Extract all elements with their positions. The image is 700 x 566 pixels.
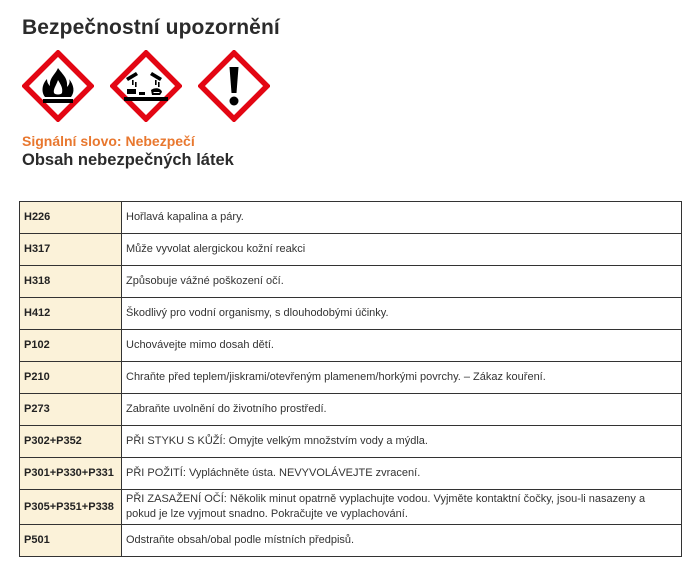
statement-text: PŘI ZASAŽENÍ OČÍ: Několik minut opatrně vyplachujte vodou. Vyjměte kontaktní čočky, jsou-li nasazeny a pokud je lze vyjmout snadno. Pokračujte ve vyplachování.	[122, 490, 682, 525]
table-row	[20, 458, 682, 490]
statement-text: Může vyvolat alergickou kožní reakci	[122, 234, 682, 266]
statement-text: Uchovávejte mimo dosah dětí.	[122, 330, 682, 362]
table-row	[20, 426, 682, 458]
statement-code: P305+P351+P338	[20, 490, 122, 525]
page-title: Bezpečnostní upozornění	[22, 16, 280, 39]
statement-code: P210	[20, 362, 122, 394]
statement-text: PŘI STYKU S KŮŽÍ: Omyjte velkým množstvím vody a mýdla.	[122, 426, 682, 458]
hazard-pictograms	[22, 50, 270, 122]
table-row	[20, 490, 682, 525]
flame-icon	[22, 50, 94, 122]
statement-text: Zabraňte uvolnění do životního prostředí.	[122, 394, 682, 426]
statement-code: P302+P352	[20, 426, 122, 458]
table-row	[20, 234, 682, 266]
signal-word: Signální slovo: Nebezpečí	[22, 133, 195, 149]
table-row	[20, 298, 682, 330]
exclamation-icon	[198, 50, 270, 122]
statement-text: Hořlavá kapalina a páry.	[122, 202, 682, 234]
statement-code: P501	[20, 525, 122, 557]
table-row	[20, 394, 682, 426]
table-row	[20, 525, 682, 557]
statement-code: P301+P330+P331	[20, 458, 122, 490]
statement-text: PŘI POŽITÍ: Vypláchněte ústa. NEVYVOLÁVEJTE zvracení.	[122, 458, 682, 490]
statement-code: H317	[20, 234, 122, 266]
statement-text: Škodlivý pro vodní organismy, s dlouhodobými účinky.	[122, 298, 682, 330]
statement-code: H412	[20, 298, 122, 330]
table-row	[20, 330, 682, 362]
corrosion-icon	[110, 50, 182, 122]
hazard-statements-table	[19, 201, 682, 557]
section-title: Obsah nebezpečných látek	[22, 151, 234, 169]
statement-text: Chraňte před teplem/jiskrami/otevřeným plamenem/horkými povrchy. – Zákaz kouření.	[122, 362, 682, 394]
table-row	[20, 362, 682, 394]
statement-text: Způsobuje vážné poškození očí.	[122, 266, 682, 298]
statement-code: H226	[20, 202, 122, 234]
statement-code: P102	[20, 330, 122, 362]
table-row	[20, 266, 682, 298]
statement-text: Odstraňte obsah/obal podle místních předpisů.	[122, 525, 682, 557]
statement-code: P273	[20, 394, 122, 426]
statement-code: H318	[20, 266, 122, 298]
table-row	[20, 202, 682, 234]
